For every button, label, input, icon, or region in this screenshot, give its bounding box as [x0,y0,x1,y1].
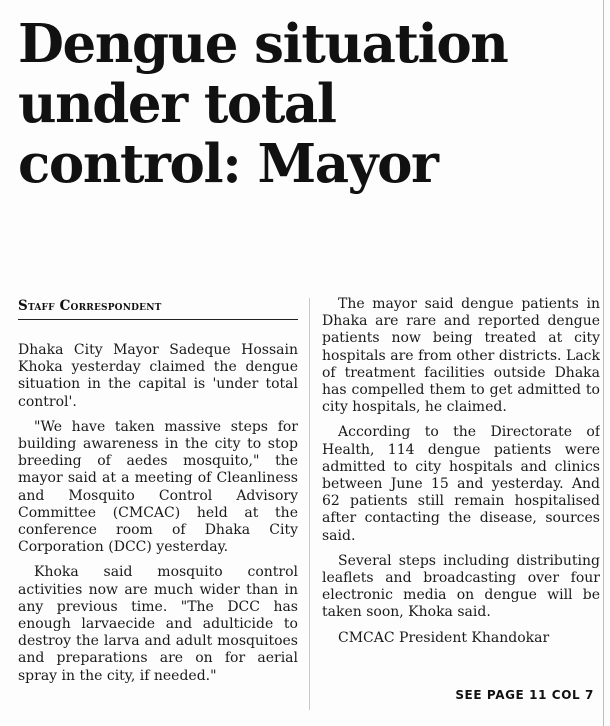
paragraph: Khoka said mosquito control activities now are much wider than in any previous time. "The DCC has enough larvaecide and adulticide to destroy the larva and adult mosquitoes and preparations are on for aerial spray in the city, if needed." [18,564,298,684]
headline-line-1: Dengue situation [18,13,508,75]
article-column-left [18,296,298,716]
paragraph: According to the Directorate of Health, 114 dengue patients were admitted to city hospitals and clinics between June 15 and yesterday. And 62 patients still remain hospitalised after contacting the disease, sources said. [322,424,600,544]
article-column-right [322,296,600,716]
paragraph: CMCAC President Khandokar [338,629,550,646]
page-edge-rule [603,0,604,726]
headline-line-3: control: Mayor [18,133,438,195]
byline: Staff Correspondent [18,296,298,320]
paragraph: The mayor said dengue patients in Dhaka are rare and reported dengue patients now being treated at city hospitals are from other districts. Lack of treatment facilities outside Dhaka has compelled them to get admitted to city hospitals, he claimed. [322,296,600,416]
continued-on-page-label: SEE PAGE 11 COL 7 [455,688,594,702]
paragraph: Dhaka City Mayor Sadeque Hossain Khoka yesterday claimed the dengue situation in the capital is 'under total control'. [18,342,298,410]
headline-line-2: under total [18,73,336,135]
paragraph: Several steps including distributing leaflets and broadcasting over four electronic media on dengue will be taken soon, Khoka said. [322,552,600,621]
column-divider [309,298,310,710]
paragraph: "We have taken massive steps for building awareness in the city to stop breeding of aedes mosquito," the mayor said at a meeting of Cleanliness and Mosquito Control Advisory Committee (CMCAC) held at the conference room of Dhaka City Corporation (DCC) yesterday. [18,418,298,556]
headline [18,14,598,194]
